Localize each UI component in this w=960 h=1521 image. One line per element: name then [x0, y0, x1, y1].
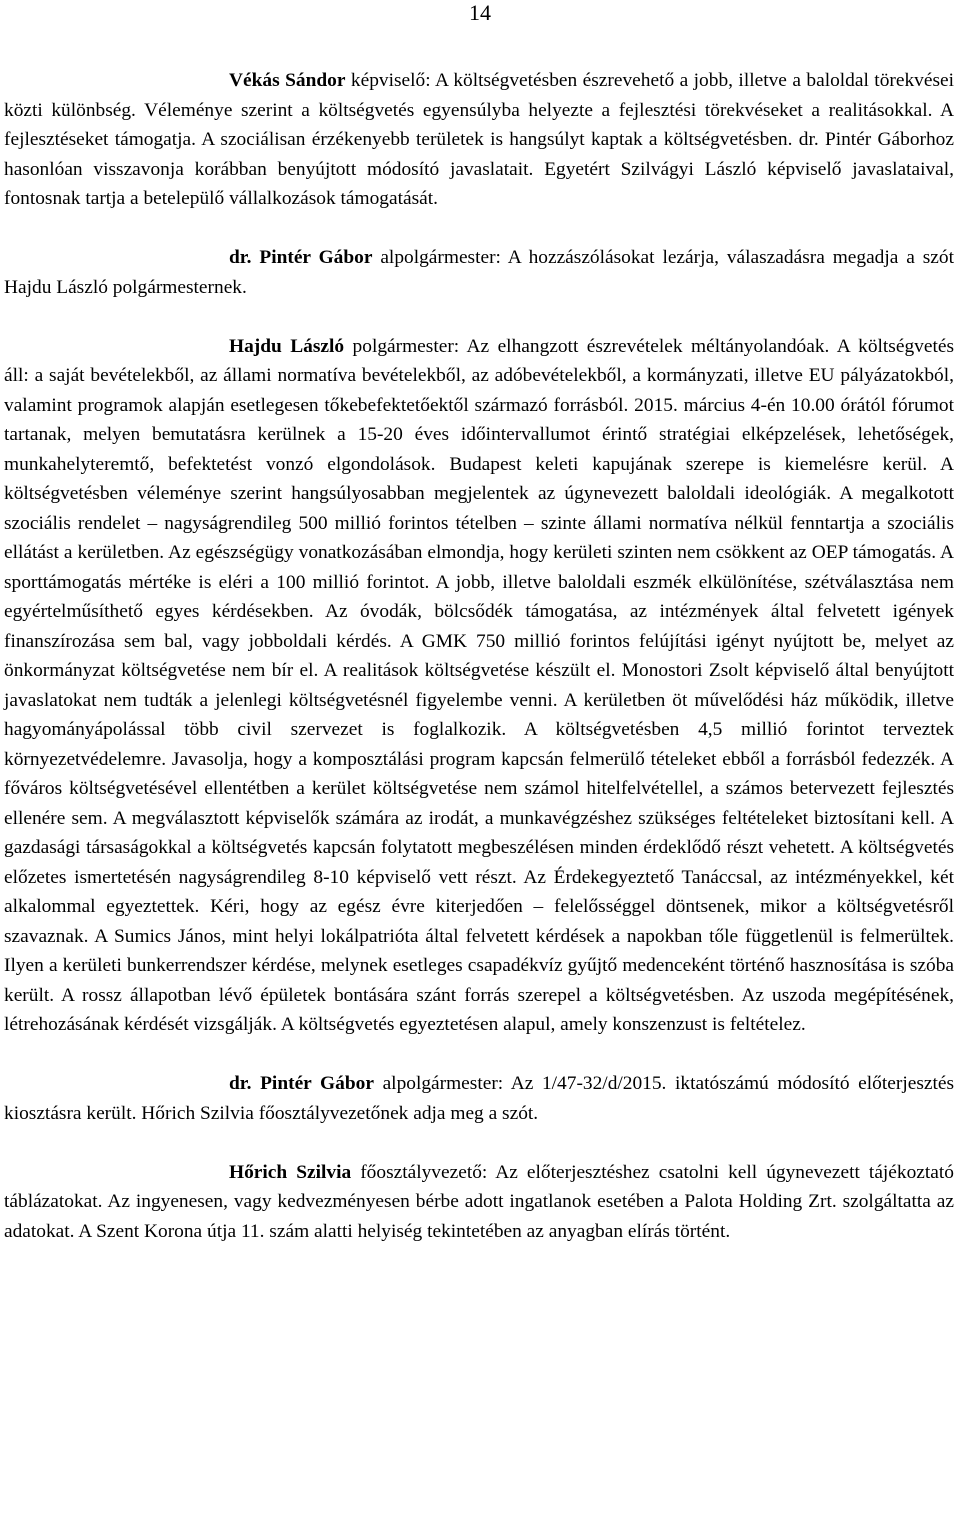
paragraph-text: alpolgármester: A hozzászólásokat lezárja, válaszadásra megadja a szót Hajdu László polgármesternek. [4, 247, 954, 298]
paragraph-vekas-sandor [4, 66, 954, 214]
speaker-name: dr. Pintér Gábor [229, 1073, 374, 1094]
paragraph-text: polgármester: Az elhangzott észrevételek méltányolandóak. A költségvetés áll: a saját bevételekből, az állami normatíva bevételekből, az adóbevételekből, a kormányzati, illetve EU pályázatokból, valamint programok alapján esetlegesen tőkebefektetőektől származó forrásból. 2015. március 4-én 10.00 órától fórumot tartanak, melyen bemutatásra kerülnek a 15-20 éves időintervallumot érintő stratégiai elképzelések, lehetőségek, munkahelyteremtő, befektetést vonzó elgondolások. Budapest keleti kapujának szerepe is kiemelésre kerül. A költségvetésben véleménye szerint hangsúlyosabban megjelentek az úgynevezett baloldali ideológiák. A megalkotott szociális rendelet – nagyságrendileg 500 millió forintos tételben – szinte állami normatíva nélkül fenntartja a szociális ellátást a kerületben. Az egészségügy vonatkozásában elmondja, hogy kerületi szinten nem csökkent az OEP támogatás. A sporttámogatás mértéke is eléri a 100 millió forintot. A jobb, illetve baloldali eszmék elkülönítése, szétválasztása nem egyértelműsíthető egyes kérdésekben. Az óvodák, bölcsődék támogatása, az intézmények által felvetett igények finanszírozása sem bal, vagy jobboldali kérdés. A GMK 750 millió forintos felújítási igényt nyújtott be, melyet az önkormányzat költségvetése nem bír el. A realitások költségvetése készült el. Monostori Zsolt képviselő által benyújtott javaslatokat nem tudták a jelenlegi költségvetésnél figyelembe venni. A kerületben öt művelődési ház működik, illetve hagyományápolással több civil szervezet is foglalkozik. A költségvetésben 4,5 millió forintot terveztek környezetvédelemre. Javasolja, hogy a komposztálási program kapcsán felmerülő tételeket ebből a forrásból fedezzék. A főváros költségvetésével ellentétben a kerület költségvetése nem számol hitelfelvétellel, a számos betervezett fejlesztés ellenére sem. A megválasztott képviselők számára az irodát, a munkavégzéshez szükséges feltételeket biztosítani kell. A gazdasági társaságokkal a költségvetés kapcsán folytatott megbeszélésen minden érdeklődő részt vehetett. A költségvetés előzetes ismertetésén nagyságrendileg 8-10 képviselő vett részt. Az Érdekegyeztető Tanáccsal, az intézményekkel, két alkalommal egyeztettek. Kéri, hogy az egész évre kiterjedően – felelősséggel döntsenek, mikor a költségvetésről szavaznak. A Sumics János, mint helyi lokálpatrióta által felvetett kérdések a napokban tőle függetlenül is felmerültek. Ilyen a kerületi bunkerrendszer kérdése, melynek esetleges csapadékvíz gyűjtő medenceként történő hasznosítása is szóba került. A rossz állapotban lévő épületek bontására szánt forrás szerepel a költségvetésben. Az uszoda megépítésének, létrehozásának kérdését vizsgálják. A költségvetés egyeztetésen alapul, amely konszenzust is feltételez. [4, 335, 954, 1035]
speaker-name: Vékás Sándor [229, 70, 346, 91]
paragraph-text: alpolgármester: Az 1/47-32/d/2015. iktatószámú módosító előterjesztés kiosztásra került. Hőrich Szilvia főosztályvezetőnek adja meg a szót. [4, 1073, 955, 1124]
paragraph-horich-szilvia [4, 1158, 954, 1247]
paragraph-text: főosztályvezető: Az előterjesztéshez csatolni kell úgynevezett tájékoztató táblázatokat. Az ingyenesen, vagy kedvezményesen bérbe adott ingatlanok esetében a Palota Holding Zrt. szolgáltatta az adatokat. A Szent Korona útja 11. szám alatti helyiség tekintetében az anyagban elírás történt. [4, 1161, 954, 1242]
speaker-name: Hőrich Szilvia [229, 1161, 352, 1183]
paragraph-hajdu-laszlo [4, 332, 954, 1040]
page-number: 14 [469, 0, 491, 25]
speaker-name: dr. Pintér Gábor [229, 247, 373, 268]
paragraph-pinter-gabor-2 [4, 1069, 954, 1128]
speaker-name: Hajdu László [229, 335, 345, 357]
paragraph-pinter-gabor-1 [4, 243, 954, 302]
document-body [4, 66, 954, 1246]
paragraph-text: képviselő: A költségvetésben észrevehető a jobb, illetve a baloldal törekvései közti különbség. Véleménye szerint a költségvetés egyensúlyba helyezte a fejlesztési törekvéseket a realitásokkal. A fejlesztéseket támogatja. A szociálisan érzékenyebb területek is hangsúlyt kaptak a költségvetésben. dr. Pintér Gáborhoz hasonlóan visszavonja korábban benyújtott módosító javaslatait. Egyetért Szilvágyi László képviselő javaslataival, fontosnak tartja a betelepülő vállalkozások támogatását. [4, 70, 954, 209]
